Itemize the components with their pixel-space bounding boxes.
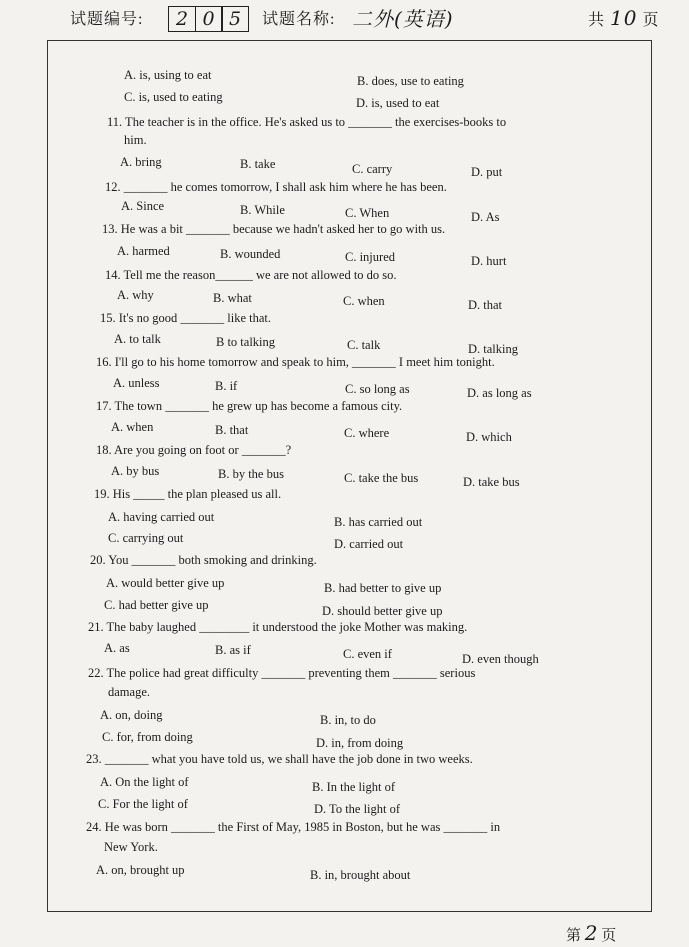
- q17-stem: 17. The town _______ he grew up has become a famous city.: [96, 399, 403, 413]
- q15-option-d: D. talking: [468, 342, 518, 356]
- q17-option-a: A. when: [111, 420, 154, 434]
- exam-name-value: 二外(英语): [352, 7, 454, 31]
- q18-option-c: C. take the bus: [344, 471, 419, 485]
- q22-option-c: C. for, from doing: [102, 730, 193, 744]
- q20-stem: 20. You _______ both smoking and drinking.: [90, 553, 317, 567]
- q16-option-a: A. unless: [113, 376, 160, 390]
- q17-option-d: D. which: [466, 430, 512, 444]
- q22-option-b: B. in, to do: [320, 713, 376, 727]
- page-count: [588, 6, 659, 30]
- q23-option-a: A. On the light of: [100, 775, 189, 789]
- q23-stem: 23. _______ what you have told us, we shall have the job done in two weeks.: [86, 752, 473, 766]
- q20-option-b: B. had better to give up: [324, 581, 442, 595]
- q14-option-a: A. why: [117, 288, 154, 302]
- q20-option-d: D. should better give up: [322, 604, 443, 618]
- q12-option-d: D. As: [471, 210, 500, 224]
- q24-stem: 24. He was born _______ the First of May, 1985 in Boston, but he was _______ in: [86, 820, 501, 834]
- q23-option-b: B. In the light of: [312, 780, 395, 794]
- q12-stem: 12. _______ he comes tomorrow, I shall ask him where he has been.: [105, 180, 447, 194]
- q20-option-a: A. would better give up: [106, 576, 225, 590]
- q19-option-b: B. has carried out: [334, 515, 423, 529]
- q24-stem-cont: New York.: [104, 840, 158, 854]
- exam-code-digit: 0: [195, 6, 223, 32]
- q22-stem: 22. The police had great difficulty _______ preventing them _______ serious: [88, 666, 476, 680]
- q20-option-c: C. had better give up: [104, 598, 209, 612]
- q13-option-c: C. injured: [345, 250, 395, 264]
- page-count-prefix: 共: [588, 12, 606, 29]
- q18-option-a: A. by bus: [111, 464, 160, 478]
- page-count-suffix: 页: [642, 12, 660, 29]
- q13-option-a: A. harmed: [117, 244, 170, 258]
- q21-option-b: B. as if: [215, 643, 251, 657]
- q12-option-b: B. While: [240, 203, 285, 217]
- q24-option-b: B. in, brought about: [310, 868, 411, 882]
- q23-option-c: C. For the light of: [98, 797, 188, 811]
- q11-stem-cont: him.: [124, 133, 147, 147]
- q16-stem: 16. I'll go to his home tomorrow and speak to him, _______ I meet him tonight.: [96, 355, 495, 369]
- q12-option-a: A. Since: [121, 199, 165, 213]
- q18-stem: 18. Are you going on foot or _______?: [96, 443, 292, 457]
- q16-option-b: B. if: [215, 379, 238, 393]
- q17-option-c: C. where: [344, 426, 390, 440]
- exam-code-boxes: [168, 6, 248, 32]
- q10-option-d: D. is, used to eat: [356, 96, 440, 110]
- q10-option-b: B. does, use to eating: [357, 74, 464, 88]
- q14-option-d: D. that: [468, 298, 503, 312]
- q14-stem: 14. Tell me the reason______ we are not allowed to do so.: [105, 268, 397, 282]
- q21-option-a: A. as: [104, 641, 130, 655]
- q19-stem: 19. His _____ the plan pleased us all.: [94, 487, 282, 501]
- q11-option-b: B. take: [240, 157, 276, 171]
- q15-option-c: C. talk: [347, 338, 381, 352]
- q23-option-d: D. To the light of: [314, 802, 401, 816]
- q10-option-a: A. is, using to eat: [124, 68, 212, 82]
- q15-option-a: A. to talk: [114, 332, 161, 346]
- exam-code-label: 试题编号:: [70, 11, 144, 28]
- q11-option-a: A. bring: [120, 155, 162, 169]
- q14-option-c: C. when: [343, 294, 385, 308]
- q11-stem: 11. The teacher is in the office. He's asked us to _______ the exercises-books to: [107, 115, 507, 129]
- exam-header: [0, 0, 689, 36]
- q18-option-b: B. by the bus: [218, 467, 284, 481]
- q19-option-c: C. carrying out: [108, 531, 184, 545]
- footer-prefix: 第: [566, 928, 582, 944]
- q21-option-d: D. even though: [462, 652, 539, 666]
- exam-code-digit: 2: [168, 6, 196, 32]
- q19-option-a: A. having carried out: [108, 510, 215, 524]
- page-footer: [566, 921, 616, 945]
- q13-option-b: B. wounded: [220, 247, 281, 261]
- q22-option-a: A. on, doing: [100, 708, 163, 722]
- q15-stem: 15. It's no good _______ like that.: [100, 311, 271, 325]
- q19-option-d: D. carried out: [334, 537, 404, 551]
- footer-page-number: 2: [584, 921, 598, 945]
- q13-option-d: D. hurt: [471, 254, 507, 268]
- q11-option-d: D. put: [471, 165, 503, 179]
- q17-option-b: B. that: [215, 423, 249, 437]
- q16-option-c: C. so long as: [345, 382, 410, 396]
- footer-suffix: 页: [601, 928, 617, 944]
- q16-option-d: D. as long as: [467, 386, 532, 400]
- q13-stem: 13. He was a bit _______ because we hadn't asked her to go with us.: [102, 222, 446, 236]
- q12-option-c: C. When: [345, 206, 390, 220]
- q15-option-b: B to talking: [216, 335, 276, 349]
- q10-option-c: C. is, used to eating: [124, 90, 223, 104]
- q21-stem: 21. The baby laughed ________ it understood the joke Mother was making.: [88, 620, 468, 634]
- q18-option-d: D. take bus: [463, 475, 520, 489]
- exam-code-digit: 5: [221, 6, 249, 32]
- q21-option-c: C. even if: [343, 647, 392, 661]
- q24-option-a: A. on, brought up: [96, 863, 185, 877]
- q14-option-b: B. what: [213, 291, 252, 305]
- page-count-total: 10: [610, 6, 638, 30]
- q11-option-c: C. carry: [352, 162, 393, 176]
- q22-stem-cont: damage.: [108, 685, 150, 699]
- exam-name-label: 试题名称:: [262, 11, 336, 28]
- q22-option-d: D. in, from doing: [316, 736, 404, 750]
